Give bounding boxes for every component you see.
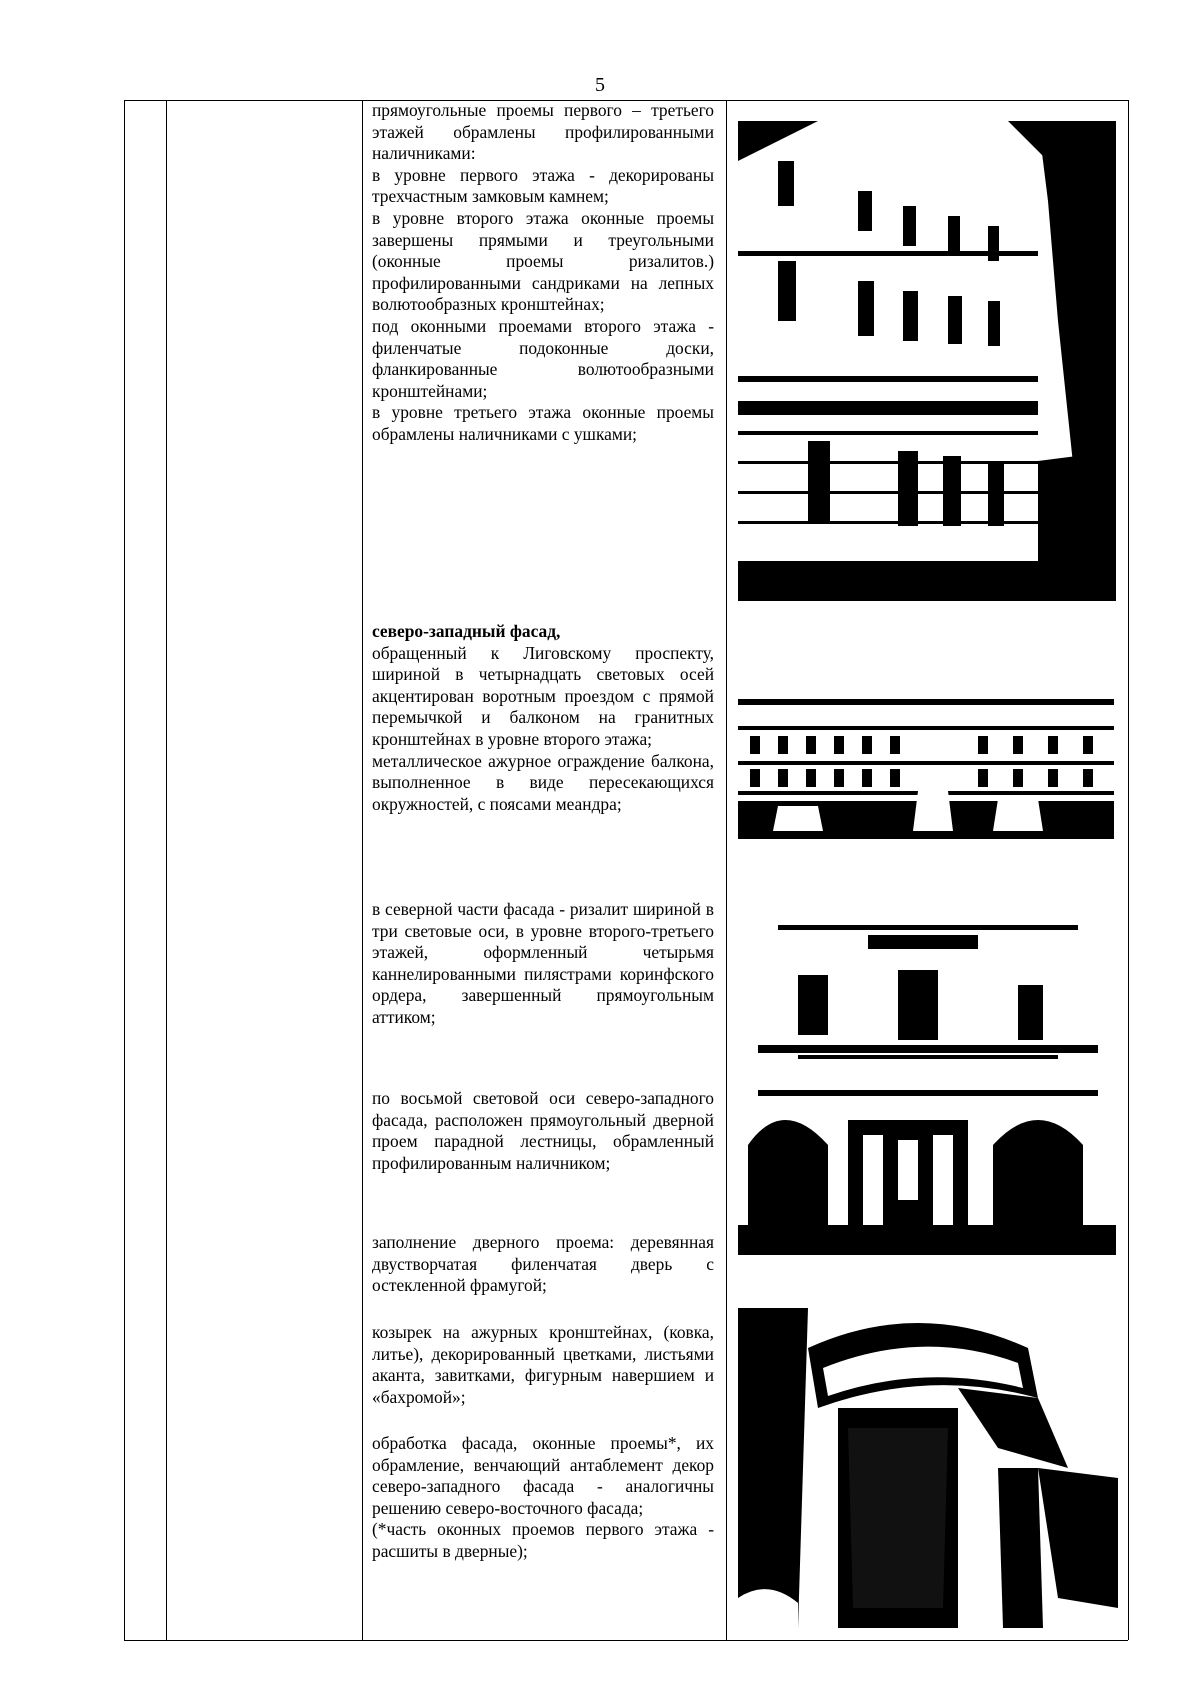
text-line: в уровне второго этажа оконные проемы завершены прямыми и треугольными (оконные проемы ризалитов.) профилированными сандриками на лепных волютообразных кронштейнах; <box>372 207 714 315</box>
table-border-left <box>124 100 125 1640</box>
table-column-divider-3 <box>726 100 727 1640</box>
page-number: 5 <box>595 74 605 96</box>
text-line: козырек на ажурных кронштейнах, (ковка, литье), декорированный цветками, листьями аканта, завитками, фигурным навершием и «бахромой»; <box>372 1322 714 1407</box>
risalit-entrance-photo <box>738 895 1116 1255</box>
text-line: в северной части фасада - ризалит шириной в три световые оси, в уровне второго-третьего этажей, оформленный четырьмя каннелированными пилястрами коринфского ордера, завершенный прямоугольным аттиком; <box>372 899 714 1027</box>
text-block-northwest-facade <box>372 621 714 815</box>
text-line: по восьмой световой оси северо-западного фасада, расположен прямоугольный дверной проем парадной лестницы, обрамленный профилированным наличником; <box>372 1088 714 1173</box>
text-line: обработка фасада, оконные проемы*, их обрамление, венчающий антаблемент декор северо-западного фасада - аналогичны решению северо-восточного фасада; <box>372 1433 714 1518</box>
table-column-divider-2 <box>362 100 363 1640</box>
section-heading: северо-западный фасад, <box>372 621 561 641</box>
text-block-facade-treatment <box>372 1433 714 1563</box>
text-line: в уровне третьего этажа оконные проемы обрамлены наличниками с ушками; <box>372 402 714 444</box>
building-facade-photo <box>738 121 1116 601</box>
text-line: под оконными проемами второго этажа - филенчатые подоконные доски, фланкированные волютообразными кронштейнами; <box>372 315 714 401</box>
text-line: обращенный к Лиговскому проспекту, шириной в четырнадцать световых осей акцентирован воротным проездом с прямой перемычкой и балконом на гранитных кронштейнах в уровне второго этажа; <box>372 642 714 749</box>
table-border-right <box>1128 100 1129 1640</box>
text-line: в уровне первого этажа - декорированы трехчастным замковым камнем; <box>372 164 714 207</box>
text-line: заполнение дверного проема: деревянная двустворчатая филенчатая дверь с остекленной фрамугой; <box>372 1232 714 1296</box>
text-block-canopy <box>372 1322 714 1408</box>
table-border-bottom <box>124 1640 1128 1641</box>
text-line: металлическое ажурное ограждение балкона, выполненное в виде пересекающихся окружностей, с поясами меандра; <box>372 750 714 814</box>
text-line: (*часть оконных проемов первого этажа - расшиты в дверные); <box>372 1519 714 1561</box>
canopy-photo <box>738 1308 1118 1628</box>
text-block-window-openings <box>372 100 714 446</box>
text-line: прямоугольные проемы первого – третьего этажей обрамлены профилированными наличниками: <box>372 100 714 164</box>
text-block-door-filling <box>372 1232 714 1297</box>
street-facade-photo <box>738 681 1114 839</box>
text-block-door-opening <box>372 1088 714 1174</box>
text-block-risalit <box>372 899 714 1029</box>
table-column-divider-1 <box>166 100 167 1640</box>
